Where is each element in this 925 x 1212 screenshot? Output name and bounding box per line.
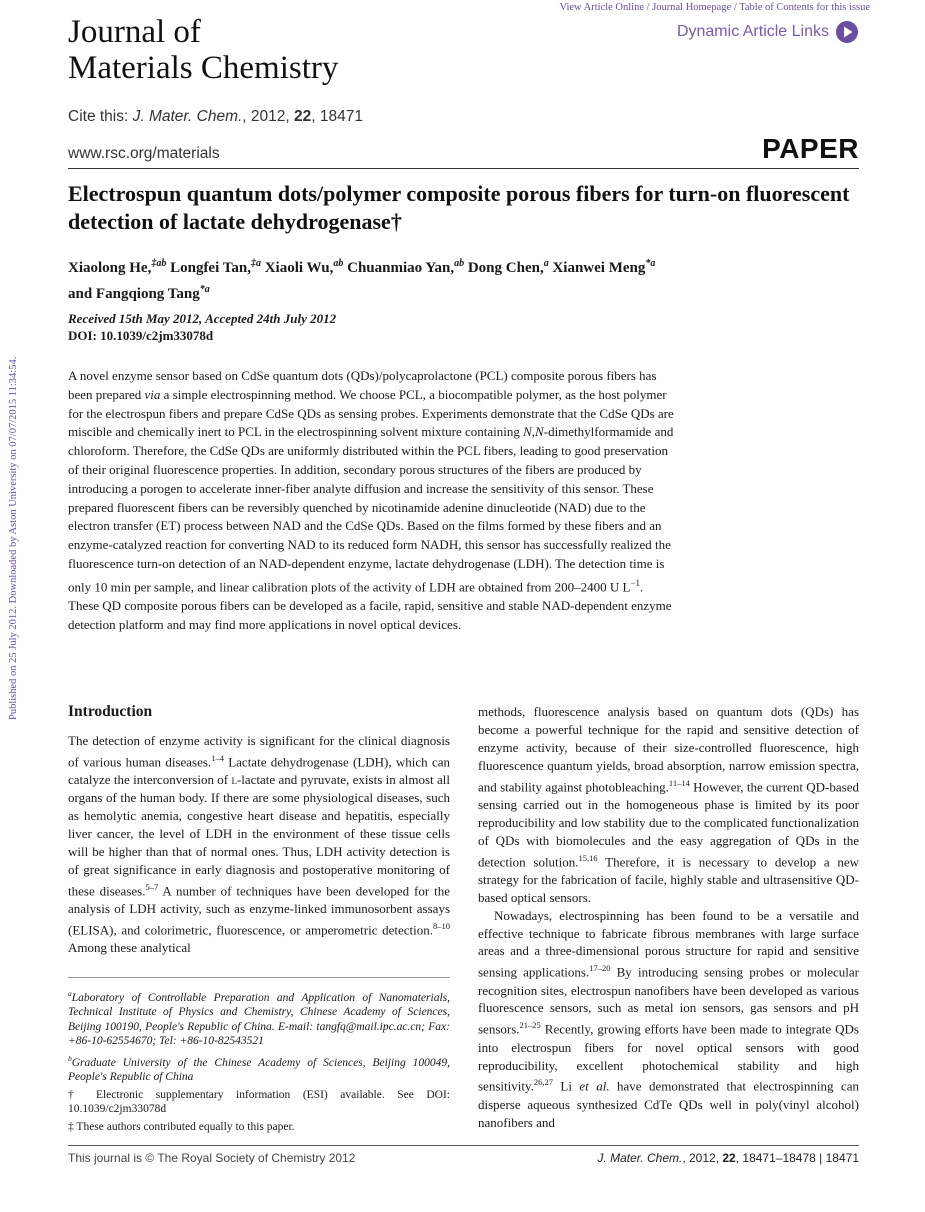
left-column-text: The detection of enzyme activity is significant for the clinical diagnosis of various human diseases.$^{1-4}$ Lactate dehydrogenase (LDH), which can catalyze the interconversion of l-lactate and pyruvate, exists in almost all organs of the human body. If there are some physiological diseases, such as hemolytic anemia, congestive heart disease and hepatitis, especially liver cancer, the level of LDH in the environment of these tissue cells will be higher than that of normal ones. Thus, LDH activity detection is of great significance in early diagnosis and postoperative monitoring of these diseases.$^{5-7}$ A number of techniques have been developed for the analysis of LDH activity, such as enzyme-linked immunosorbent assays (ELISA), and colorimetric, fluorescence, or amperometric detection.$^{8-10}$ Among these analytical [68,733,450,955]
dynamic-article-links[interactable] [677,20,859,44]
journal-title-line1: Journal of [68,14,201,50]
table-of-contents-link[interactable]: Table of Contents for this issue [739,2,870,13]
abstract: A novel enzyme sensor based on CdSe quantum dots (QDs)/polycaprolactone (PCL) composite porous fibers has been prepared via a simple electrospinning method. We choose PCL, a biocompatible polymer, as the host polymer for the electrospun fibers and prepare CdSe QDs as sensing probes. Experiments demonstrate that the CdSe QDs are miscible and chemically inert to PCL in the electrospinning solvent mixture containing N,N-dimethylformamide and chloroform. Therefore, the CdSe QDs are uniformly distributed within the PCL fibers, leading to good preservation of their original fluorescence properties. In addition, secondary porous structures of the fibers are produced by introducing a porogen to accelerate inner-fiber analyte diffusion and increase the sensitivity of this sensor. These prepared fluorescent fibers can be reversibly quenched by nicotinamide adenine dinucleotide (NAD) due to the electron transfer (ET) process between NAD and the CdSe QDs. Based on the films formed by these fibers and an enzyme-catalyzed reaction for converting NAD to its reduced form NADH, this sensor has successfully realized the fluorescence turn-on detection of an NAD-dependent enzyme, lactate dehydrogenase (LDH). The detection time is only 10 min per sample, and linear calibration plots of the activity of LDH are obtained from 200–2400 U $L^{-1}$. These QD composite porous fibers can be developed as a facile, rapid, sensitive and stable NAD-dependent enzyme detection platform and may find more applications in novel optical devices. [68,368,674,632]
dynamic-links-label: Dynamic Article Links [676,23,829,40]
author: Xiaoli Wu,$^{ab}$ [264,258,344,276]
esi-note: † Electronic supplementary information (ESI) available. See DOI: 10.1039/c2jm33078d [68,1088,450,1116]
affiliation-a: $^a$Laboratory of Controllable Preparation and Application of Nanomaterials, Technical Institute of Physics and Chemistry, Chinese Academy of Sciences, Beijing 100190, People's Republic of China. E-mail: tangfq@mail.ipc.ac.cn; Fax: +86-10-62554670; Tel: +86-10-82543521 [68,989,450,1048]
journal-title-line2: Materials Chemistry [68,50,339,86]
view-article-online-link[interactable]: View Article Online [559,2,645,13]
download-note-text: Published on 25 July 2012. Downloaded by Aston University on 07/07/2015 11:34:54. [8,356,19,720]
cite-page: , 18471 [311,108,363,125]
footer-rule [68,1145,859,1146]
author-list [68,253,859,305]
cite-year: , 2012, [242,108,295,125]
article-doi[interactable]: DOI: 10.1039/c2jm33078d [68,328,214,343]
cite-prefix: Cite this: [68,108,133,125]
page-number: 18471 [825,1151,859,1165]
introduction-heading: Introduction [68,703,153,720]
right-column-text: methods, fluorescence analysis based on quantum dots (QDs) has become a powerful technique for the rapid and sensitive detection of enzyme activity, because of their size-controlled fluorescence, high fluorescence quantum yields, broad absorption, narrow emission spectra, and stability against photobleaching.$^{11-14}$ However, the current QD-based sensing carried out in the homogeneous phase is limited by its poor reproducibility and low stability due to the complicated functionalization of QDs with biomolecules and the easy aggregation of QDs in the detection solution.$^{15,16}$ Therefore, it is necessary to develop a new strategy for the fabrication of facile, highly stable and ultrasensitive QD-based optical sensors. Nowadays, electrospinning has been found to be a versatile and effective technique to fabricate fibrous membranes with large surface areas and a three-dimensional porous structure for rapid and sensitive sensing applications.$^{17-20}$ By introducing sensing probes or molecular recognition sites, electrospun nanofibers have been developed as various fluorescence sensors, such as metal ion sensors, gas sensors and pH sensors.$^{21-25}$ Recently, growing efforts have been made to integrate QDs into electrospun fibers for novel optical sensors with good reproducibility, excellent photochemical stability and high sensitivity.$^{26,27}$ Li et al. have demonstrated that electrospinning can disperse aqueous synthesized CdTe QDs well in poly(vinyl alcohol) nanofibers and [478,704,859,1130]
footnote-rule [68,977,450,978]
article-title: Electrospun quantum dots/polymer composite porous fibers for turn-on fluorescent detection of lactate dehydrogenase† [68,181,850,234]
affiliation-b: $^b$Graduate University of the Chinese Academy of Sciences, Beijing 100049, People's Republic of China [68,1053,450,1084]
play-circle-icon [835,20,859,44]
received-dates: Received 15th May 2012, Accepted 24th July 2012 [68,311,337,326]
author: and Fangqiong Tang$^{*a}$ [68,284,210,302]
cite-journal: J. Mater. Chem. [132,108,243,125]
journal-homepage-link[interactable]: Journal Homepage [652,2,732,13]
journal-url[interactable]: www.rsc.org/materials [68,145,220,162]
cite-volume: 22 [294,108,312,125]
author: Dong Chen,$^a$ [467,258,549,276]
header-rule [68,168,859,169]
author: Chuanmiao Yan,$^{ab}$ [347,258,465,276]
footer-citation: J. Mater. Chem., 2012, 22, 18471–18478 | 18471 [597,1151,859,1165]
journal-title [68,14,338,86]
author: Xianwei Meng$^{*a}$ [552,258,656,276]
footer-copyright: This journal is © The Royal Society of Chemistry 2012 [68,1151,356,1165]
equal-contribution-note: ‡ These authors contributed equally to this paper. [68,1120,295,1133]
article-type-label: PAPER [762,133,859,164]
author: Xiaolong He,$^{\ddagger ab}$ [68,258,167,276]
footnotes [68,987,450,1137]
citation [68,108,363,126]
download-note [8,290,20,720]
top-links: View Article Online / Journal Homepage / Table of Contents for this issue [559,2,870,13]
author: Longfei Tan,$^{\ddagger a}$ [170,258,261,276]
